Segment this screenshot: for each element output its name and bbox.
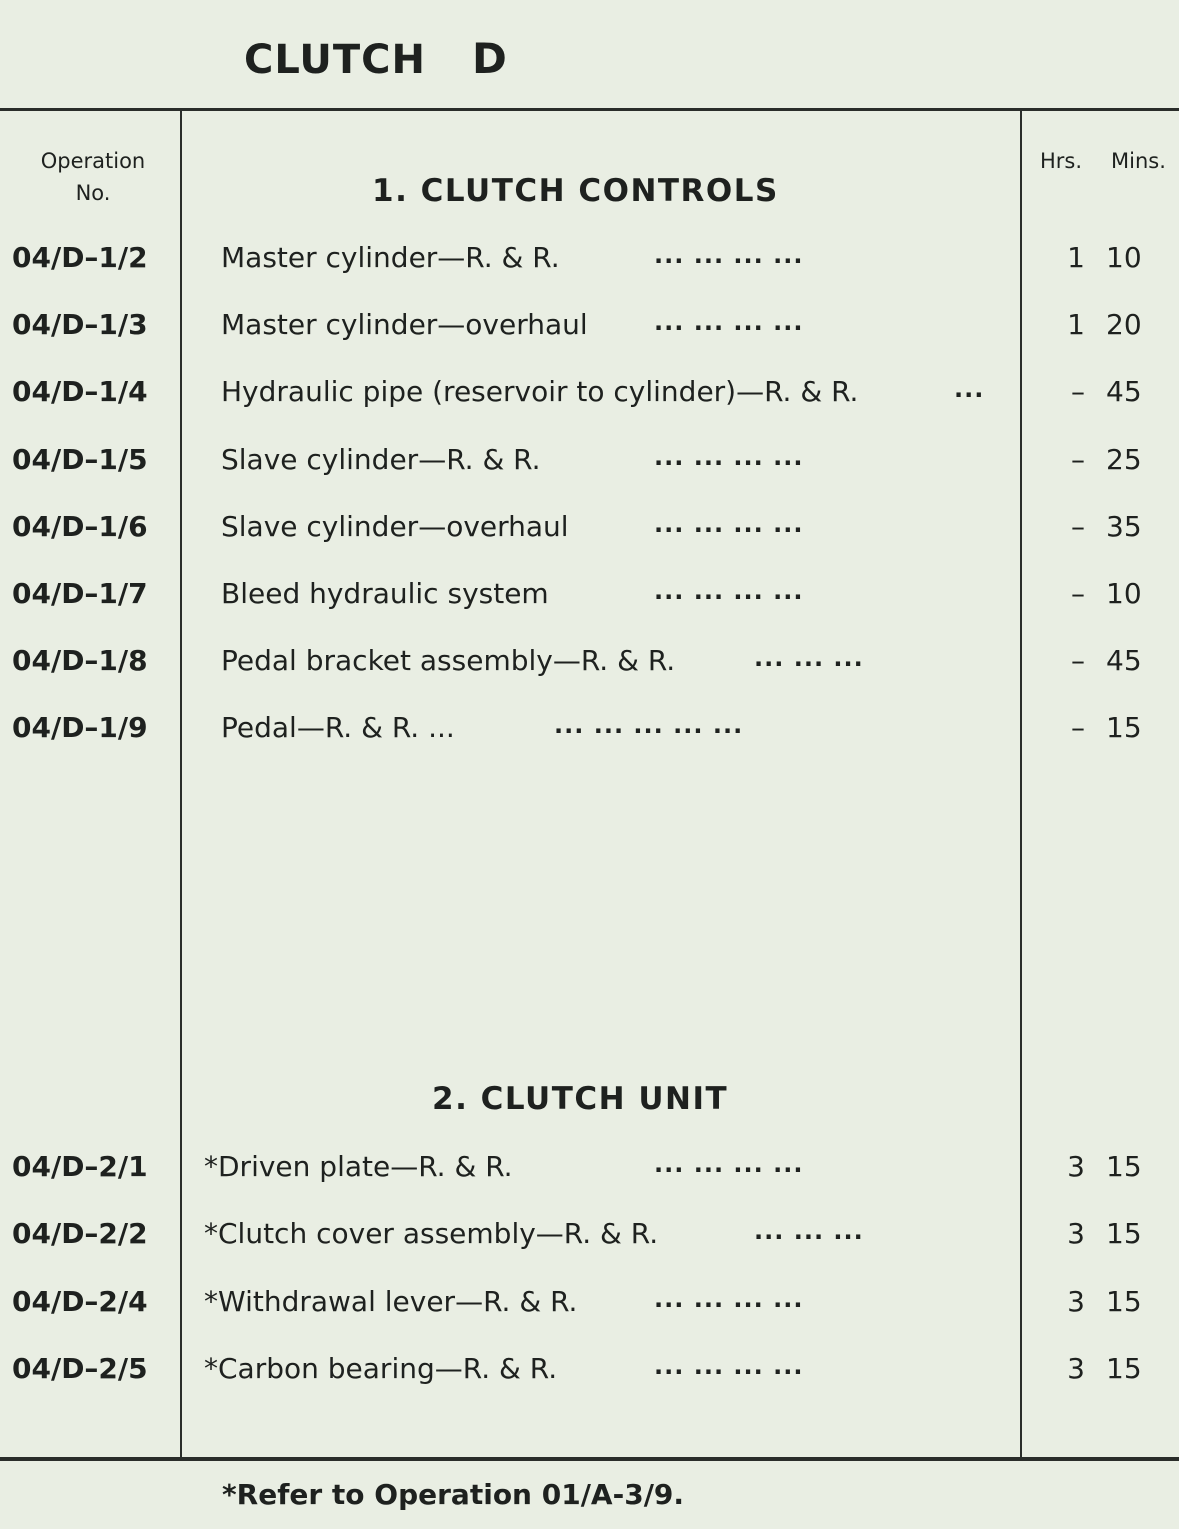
hours-value: – (1071, 510, 1085, 543)
operation-number: 04/D–1/2 (12, 241, 148, 274)
operation-description: Master cylinder—R. & R. (221, 241, 560, 274)
operation-number: 04/D–1/7 (12, 577, 148, 610)
operation-description: Pedal—R. & R. ... (221, 711, 455, 744)
section-title-clutch-controls: 1. CLUTCH CONTROLS (372, 173, 779, 209)
table-row (0, 1217, 1179, 1257)
leader-dots: ... ... ... ... (654, 1150, 804, 1178)
operation-description: *Clutch cover assembly—R. & R. (204, 1217, 659, 1250)
table-row (0, 510, 1179, 550)
minutes-value: 10 (1106, 577, 1142, 610)
minutes-value: 15 (1106, 1150, 1142, 1183)
operation-description: Pedal bracket assembly—R. & R. (221, 644, 676, 677)
section-letter: D (472, 34, 508, 83)
leader-dots: ... ... ... ... (654, 241, 804, 269)
operation-header-line1: Operation (40, 149, 146, 173)
leader-dots: ... ... ... ... (654, 1352, 804, 1380)
hours-value: – (1071, 644, 1085, 677)
operation-description: Slave cylinder—R. & R. (221, 443, 541, 476)
operation-description: Slave cylinder—overhaul (221, 510, 569, 543)
hours-value: – (1071, 711, 1085, 744)
leader-dots: ... ... ... ... ... (554, 711, 744, 739)
hours-value: – (1071, 375, 1085, 408)
leader-dots: ... ... ... (754, 644, 864, 672)
operation-number: 04/D–1/9 (12, 711, 148, 744)
hours-value: 3 (1067, 1285, 1085, 1318)
minutes-value: 10 (1106, 241, 1142, 274)
leader-dots: ... (954, 375, 985, 403)
table-top-rule (0, 108, 1179, 111)
title-text: CLUTCH (244, 37, 427, 83)
hrs-header: Hrs. (1040, 149, 1083, 173)
minutes-value: 35 (1106, 510, 1142, 543)
operation-description: *Driven plate—R. & R. (204, 1150, 513, 1183)
table-bottom-rule (0, 1457, 1179, 1461)
table-row (0, 711, 1179, 751)
table-row (0, 1150, 1179, 1190)
table-row (0, 644, 1179, 684)
hours-value: – (1071, 443, 1085, 476)
hours-value: 1 (1067, 241, 1085, 274)
operation-description: Bleed hydraulic system (221, 577, 549, 610)
operation-number: 04/D–2/4 (12, 1285, 148, 1318)
operation-no-header (22, 145, 164, 209)
hours-value: – (1071, 577, 1085, 610)
minutes-value: 15 (1106, 1217, 1142, 1250)
page-title (244, 34, 508, 83)
mins-header: Mins. (1111, 149, 1166, 173)
operation-number: 04/D–1/5 (12, 443, 148, 476)
operation-number: 04/D–1/3 (12, 308, 148, 341)
minutes-value: 45 (1106, 644, 1142, 677)
table-row (0, 1352, 1179, 1392)
minutes-value: 20 (1106, 308, 1142, 341)
table-row (0, 375, 1179, 415)
operation-number: 04/D–2/1 (12, 1150, 148, 1183)
minutes-value: 15 (1106, 1285, 1142, 1318)
minutes-value: 45 (1106, 375, 1142, 408)
operation-number: 04/D–1/6 (12, 510, 148, 543)
table-row (0, 308, 1179, 348)
leader-dots: ... ... ... (754, 1217, 864, 1245)
leader-dots: ... ... ... ... (654, 443, 804, 471)
operation-number: 04/D–1/8 (12, 644, 148, 677)
minutes-value: 15 (1106, 1352, 1142, 1385)
minutes-value: 25 (1106, 443, 1142, 476)
leader-dots: ... ... ... ... (654, 1285, 804, 1313)
minutes-value: 15 (1106, 711, 1142, 744)
operation-header-line2: No. (75, 181, 111, 205)
table-row (0, 241, 1179, 281)
operation-number: 04/D–1/4 (12, 375, 148, 408)
section-title-clutch-unit: 2. CLUTCH UNIT (432, 1081, 729, 1117)
operation-description: Hydraulic pipe (reservoir to cylinder)—R. & R. (221, 375, 859, 408)
leader-dots: ... ... ... ... (654, 308, 804, 336)
hours-value: 3 (1067, 1217, 1085, 1250)
hours-value: 3 (1067, 1150, 1085, 1183)
footnote: *Refer to Operation 01/A-3/9. (222, 1478, 685, 1511)
operation-number: 04/D–2/2 (12, 1217, 148, 1250)
operation-description: Master cylinder—overhaul (221, 308, 588, 341)
hours-value: 3 (1067, 1352, 1085, 1385)
table-row (0, 577, 1179, 617)
table-row (0, 443, 1179, 483)
table-row (0, 1285, 1179, 1325)
hours-value: 1 (1067, 308, 1085, 341)
operation-number: 04/D–2/5 (12, 1352, 148, 1385)
operation-description: *Withdrawal lever—R. & R. (204, 1285, 578, 1318)
leader-dots: ... ... ... ... (654, 577, 804, 605)
leader-dots: ... ... ... ... (654, 510, 804, 538)
operation-description: *Carbon bearing—R. & R. (204, 1352, 558, 1385)
